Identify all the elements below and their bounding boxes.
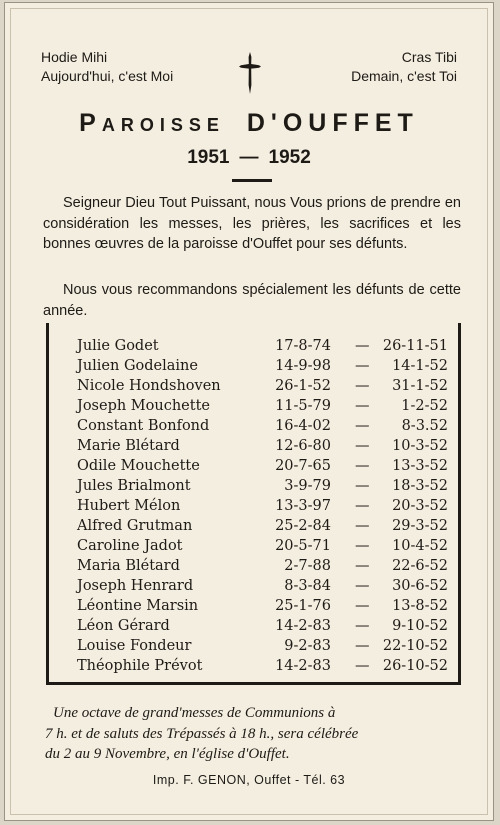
title-divider xyxy=(232,179,272,182)
deceased-row xyxy=(77,536,448,556)
motto-left-latin: Hodie Mihi xyxy=(41,49,108,65)
date-separator: — xyxy=(355,378,370,394)
birth-date: 26-1-52 xyxy=(275,378,331,394)
date-separator: — xyxy=(355,658,370,674)
birth-date: 9-2-83 xyxy=(284,638,331,654)
death-date: 26-10-52 xyxy=(382,658,448,674)
year-range xyxy=(5,147,493,169)
birth-date: 11-5-79 xyxy=(275,398,331,414)
deceased-row xyxy=(77,656,448,676)
birth-date: 14-9-98 xyxy=(275,358,331,374)
death-date: 22-10-52 xyxy=(382,638,448,654)
octave-notice-line1: Une octave de grand'messes de Communions à xyxy=(53,705,336,721)
date-separator: — xyxy=(355,418,370,434)
death-date: 8-3.52 xyxy=(401,418,448,434)
memorial-card xyxy=(4,2,494,821)
birth-date: 25-2-84 xyxy=(275,518,331,534)
deceased-name: Théophile Prévot xyxy=(77,658,203,674)
cross-icon xyxy=(238,51,262,95)
deceased-name: Alfred Grutman xyxy=(77,518,193,534)
parish-title-word2: D'OUFFET xyxy=(246,109,419,137)
deceased-name: Odile Mouchette xyxy=(77,458,200,474)
date-separator: — xyxy=(355,398,370,414)
parish-title xyxy=(5,109,493,138)
death-date: 31-1-52 xyxy=(392,378,448,394)
date-separator: — xyxy=(355,338,370,354)
octave-notice xyxy=(45,703,461,765)
deceased-row xyxy=(77,616,448,636)
death-date: 22-6-52 xyxy=(392,558,448,574)
deceased-list xyxy=(77,336,448,676)
year-start: 1951 xyxy=(187,147,230,168)
date-separator: — xyxy=(355,518,370,534)
death-date: 13-8-52 xyxy=(392,598,448,614)
deceased-row xyxy=(77,476,448,496)
deceased-name: Maria Blétard xyxy=(77,558,180,574)
death-date: 1-2-52 xyxy=(401,398,448,414)
octave-notice-line3: du 2 au 9 Novembre, en l'église d'Ouffet. xyxy=(45,746,290,762)
deceased-name: Marie Blétard xyxy=(77,438,180,454)
deceased-name: Léon Gérard xyxy=(77,618,170,634)
birth-date: 17-8-74 xyxy=(275,338,331,354)
year-separator: — xyxy=(239,147,259,168)
motto-right-latin: Cras Tibi xyxy=(401,49,457,65)
date-separator: — xyxy=(355,618,370,634)
birth-date: 12-6-80 xyxy=(275,438,331,454)
death-date: 9-10-52 xyxy=(392,618,448,634)
death-date: 29-3-52 xyxy=(392,518,448,534)
date-separator: — xyxy=(355,538,370,554)
deceased-row xyxy=(77,416,448,436)
birth-date: 20-7-65 xyxy=(275,458,331,474)
birth-date: 13-3-97 xyxy=(275,498,331,514)
date-separator: — xyxy=(355,438,370,454)
date-separator: — xyxy=(355,358,370,374)
prayer-paragraph: Seigneur Dieu Tout Puissant, nous Vous prions de prendre en considération les messes, les prières, les sacrifices et les bonnes œuvres de la paroisse d'Ouffet pour ses défunts. xyxy=(43,195,461,252)
death-date: 10-3-52 xyxy=(392,438,448,454)
birth-date: 8-3-84 xyxy=(284,578,331,594)
deceased-name: Léontine Marsin xyxy=(77,598,199,614)
deceased-name: Caroline Jadot xyxy=(77,538,183,554)
motto-right xyxy=(351,48,457,86)
date-separator: — xyxy=(355,458,370,474)
death-date: 18-3-52 xyxy=(392,478,448,494)
deceased-row xyxy=(77,376,448,396)
deceased-name: Julien Godelaine xyxy=(77,358,198,374)
date-separator: — xyxy=(355,478,370,494)
death-date: 30-6-52 xyxy=(392,578,448,594)
death-date: 14-1-52 xyxy=(392,358,448,374)
date-separator: — xyxy=(355,638,370,654)
deceased-name: Joseph Mouchette xyxy=(77,398,210,414)
birth-date: 16-4-02 xyxy=(275,418,331,434)
date-separator: — xyxy=(355,498,370,514)
deceased-row xyxy=(77,436,448,456)
birth-date: 14-2-83 xyxy=(275,618,331,634)
death-date: 10-4-52 xyxy=(392,538,448,554)
deceased-name: Nicole Hondshoven xyxy=(77,378,221,394)
deceased-row xyxy=(77,516,448,536)
death-date: 20-3-52 xyxy=(392,498,448,514)
year-end: 1952 xyxy=(268,147,311,168)
deceased-row xyxy=(77,576,448,596)
date-separator: — xyxy=(355,578,370,594)
deceased-name: Joseph Henrard xyxy=(77,578,194,594)
deceased-name: Jules Brialmont xyxy=(77,478,191,494)
birth-date: 3-9-79 xyxy=(284,478,331,494)
deceased-row xyxy=(77,636,448,656)
deceased-list-frame xyxy=(46,323,461,685)
deceased-row xyxy=(77,396,448,416)
deceased-row xyxy=(77,336,448,356)
birth-date: 25-1-76 xyxy=(275,598,331,614)
death-date: 13-3-52 xyxy=(392,458,448,474)
deceased-row xyxy=(77,496,448,516)
deceased-name: Hubert Mélon xyxy=(77,498,181,514)
octave-notice-line2: 7 h. et de saluts des Trépassés à 18 h., sera célébrée xyxy=(45,725,359,742)
birth-date: 20-5-71 xyxy=(275,538,331,554)
deceased-row xyxy=(77,596,448,616)
printer-credit: Imp. F. GENON, Ouffet - Tél. 63 xyxy=(152,773,346,787)
motto-left xyxy=(41,48,173,86)
birth-date: 14-2-83 xyxy=(275,658,331,674)
date-separator: — xyxy=(355,598,370,614)
motto-right-french: Demain, c'est Toi xyxy=(351,68,457,84)
parish-title-word1: Paroisse xyxy=(79,109,225,137)
deceased-name: Julie Godet xyxy=(77,338,159,354)
date-separator: — xyxy=(355,558,370,574)
deceased-row xyxy=(77,456,448,476)
motto-left-french: Aujourd'hui, c'est Moi xyxy=(41,68,174,84)
birth-date: 2-7-88 xyxy=(284,558,331,574)
deceased-name: Louise Fondeur xyxy=(77,638,192,654)
death-date: 26-11-51 xyxy=(382,338,448,354)
deceased-row xyxy=(77,356,448,376)
recommendation-paragraph: Nous vous recommandons spécialement les défunts de cette année. xyxy=(43,282,461,319)
deceased-row xyxy=(77,556,448,576)
deceased-name: Constant Bonfond xyxy=(77,418,210,434)
